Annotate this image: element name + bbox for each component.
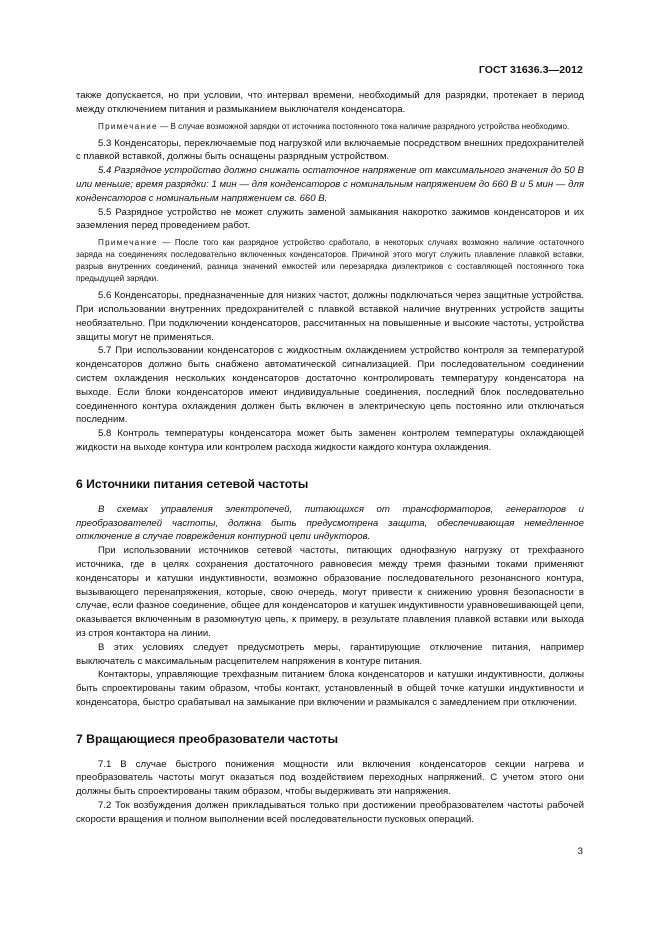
page-number: 3 xyxy=(577,846,583,857)
note-text: — После того как разрядное устройство сработало, в некоторых случаях возможно наличие остаточного заряда на соединениях последовательно включенных конденсаторов. Причиной этого могут служить плавление плавкой вставки, разрыв внутренних соединений, разница значений емкостей или перезарядка диэлектриков с составляющей постоянного тока предыдущей зарядки. xyxy=(76,238,584,284)
paragraph-continuation: также допускается, но при условии, что интервал времени, необходимый для разрядки, протекает в период между отключением питания и размыканием выключателя конденсатора. xyxy=(76,90,584,115)
section-6-paragraph-1: При использовании источников сетевой частоты, питающих однофазную нагрузку от трехфазного источника, где в целях сохранения достаточного равновесия между тремя фазными токами применяют конденсаторы и катушки индуктивности, возможно образование последовательного резонансного контура, вызывающего перенапряжения, которые, свою очередь, могут привести к снижению уровня безопасности в случае, если фазное соединение, общее для конденсаторов и катушек индуктивности уравновешивающей цепи, оказывается включенным в разомкнутую цепь, к примеру, в результате плавления плавкой вставки или выхода из строя контактора на линии. xyxy=(76,545,584,639)
paragraph-7-2: 7.2 Ток возбуждения должен прикладываться только при достижении преобразователем частоты рабочей скорости вращения и полном выполнении всей последовательности пусковых операций. xyxy=(76,800,584,825)
note-1 xyxy=(76,121,584,133)
section-6-paragraph-2: В этих условиях следует предусмотреть меры, гарантирующие отключение питания, например выключатель с максимальным расцепителем напряжения в контуре питания. xyxy=(76,641,584,667)
paragraph-5-6: 5.6 Конденсаторы, предназначенные для низких частот, должны подключаться через защитные устройства. При использовании внутренних предохранителей с плавкой вставкой наличие внутренних устройств защиты необязательно. При подключении конденсаторов, рассчитанных на повышенные и высокие частоты, устройства защиты могут не применяться. xyxy=(76,290,584,343)
section-6-paragraph-3: Контакторы, управляющие трехфазным питанием блока конденсаторов и катушки индуктивности, должны быть спроектированы таким образом, чтобы контакт, установленный в общей точке катушки индуктивности и конденсатора, быстро срабатывал на замыкание при включении и размыкался с замедлением при отключении. xyxy=(76,669,584,708)
paragraph-5-8: 5.8 Контроль температуры конденсатора может быть заменен контролем температуры охлаждающей жидкости на выходе контура или контролем расхода жидкости каждого контура охлаждения. xyxy=(76,428,584,453)
section-6-intro: В схемах управления электропечей, питающихся от трансформаторов, генераторов и преобразователей частоты, должна быть предусмотрена защита, обеспечивающая немедленное отключение в случае повреждения контурной цепи индукторов. xyxy=(76,503,584,543)
section-6-heading: 6 Источники питания сетевой частоты xyxy=(76,476,309,491)
note-label: Примечание xyxy=(98,121,158,131)
note-2 xyxy=(76,237,584,285)
paragraph-5-5: 5.5 Разрядное устройство не может служить заменой замыкания накоротко зажимов конденсаторов и их заземления перед проведением работ. xyxy=(76,206,584,232)
paragraph-5-4: 5.4 Разрядное устройство должно снижать остаточное напряжение от максимального значения до 50 В или меньше; время разрядки: 1 мин — для конденсаторов с номинальным напряжением до 660 В и 5 мин — для конденсаторов с номинальным напряжением св. 660 В. xyxy=(76,165,584,204)
paragraph-5-3: 5.3 Конденсаторы, переключаемые под нагрузкой или включаемые посредством внешних предохранителей с плавкой вставкой, должны быть оснащены разрядным устройством. xyxy=(76,137,584,163)
standard-header: ГОСТ 31636.3—2012 xyxy=(478,64,583,76)
note-text: — В случае возможной зарядки от источника постоянного тока наличие разрядного устройства необходимо. xyxy=(157,121,570,131)
paragraph-5-7: 5.7 При использовании конденсаторов с жидкостным охлаждением устройство контроля за температурой конденсаторов должно быть снабжено автоматической сигнализацией. При последовательном соединении систем охлаждения нескольких конденсаторов достаточно контролировать температуру конденсатора на выходе. Если блоки конденсаторов имеют индивидуальные соединения, последний блок последовательно соединенного контура охлаждения должен быть включен в электрическую цепь постоянно или отключаться последним. xyxy=(76,345,584,426)
paragraph-7-1: 7.1 В случае быстрого понижения мощности или включения конденсаторов секции нагрева и преобразователь частоты могут оказаться под воздействием переходных напряжений. С учетом этого они должны быть спроектированы таким образом, чтобы выдерживать эти напряжения. xyxy=(76,758,584,798)
section-7-heading: 7 Вращающиеся преобразователи частоты xyxy=(76,731,339,746)
document-body xyxy=(76,89,584,827)
note-label: Примечание xyxy=(98,238,158,248)
